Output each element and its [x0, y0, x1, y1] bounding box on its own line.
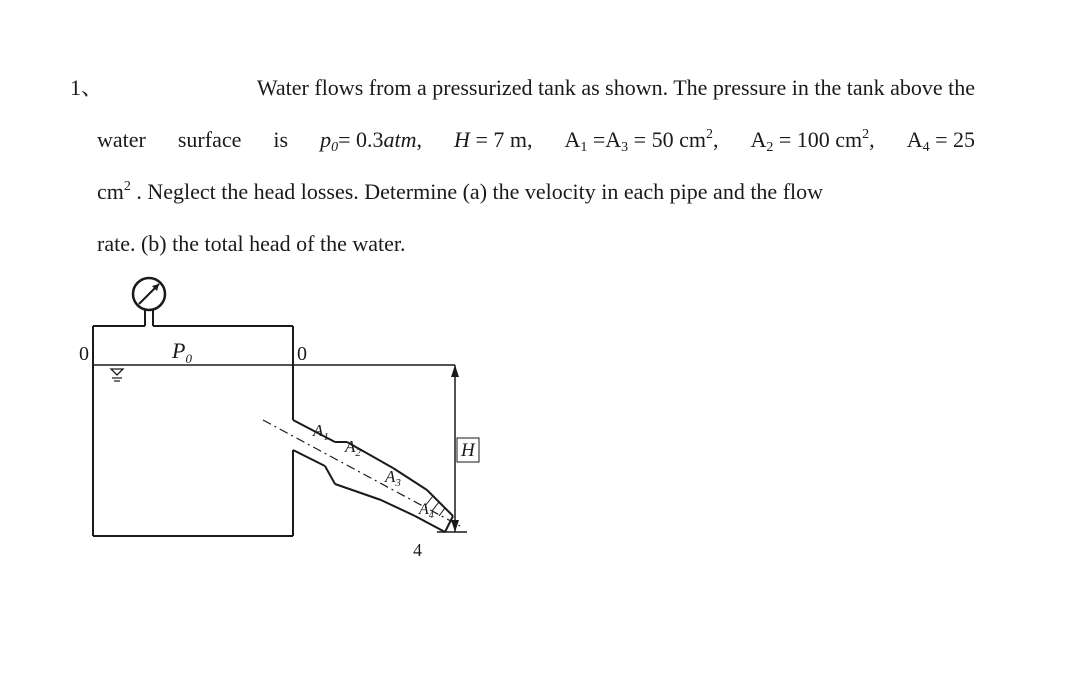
- water-surface: [93, 365, 455, 381]
- label-0-right: 0: [297, 343, 307, 365]
- pressure-p0: $p_0= 0.3atm$,: [320, 127, 423, 155]
- label-p0: $P_0$: [172, 338, 192, 366]
- arrow-down-icon: [451, 520, 459, 532]
- word-water: water: [97, 127, 146, 152]
- area-A2: $A_2 = 100$ $cm^2$,: [750, 127, 875, 155]
- problem-statement: [70, 62, 975, 270]
- problem-line-1-text: Water flows from a pressurized tank as shown. The pressure in the tank above the: [256, 75, 975, 100]
- problem-line-1: [70, 62, 975, 114]
- problem-line-3: [70, 166, 975, 218]
- label-H: H: [461, 440, 475, 461]
- label-A2: $A_2$: [345, 437, 361, 459]
- label-A1: $A_1$: [313, 421, 329, 443]
- tank-diagram: [75, 270, 495, 580]
- problem-line-2: [70, 114, 975, 166]
- label-A4: $A_4$: [419, 501, 434, 521]
- word-is: is: [273, 127, 289, 152]
- unit-cm2: $cm^2$: [97, 179, 131, 204]
- word-surface: surface: [177, 127, 242, 152]
- arrow-up-icon: [451, 365, 459, 377]
- label-A3: $A_3$: [385, 467, 401, 489]
- tank-walls: [93, 326, 293, 536]
- pressure-gauge-icon: [133, 278, 165, 326]
- problem-line-4-text: rate. (b) the total head of the water.: [97, 231, 406, 256]
- label-0-left: 0: [79, 343, 89, 365]
- label-4: 4: [413, 540, 422, 560]
- water-level-icon: [111, 369, 123, 375]
- problem-line-4: [70, 218, 975, 270]
- problem-number: 1、: [70, 75, 104, 100]
- height-H: H = 7 m,: [454, 127, 533, 152]
- area-A1-A3: $A_1 =A_3 = 50$ $cm^2$,: [564, 127, 719, 155]
- problem-line-3-text: . Neglect the head losses. Determine (a) the velocity in each pipe and the flow: [136, 179, 824, 204]
- area-A4: $A_4 = 25$: [906, 127, 975, 155]
